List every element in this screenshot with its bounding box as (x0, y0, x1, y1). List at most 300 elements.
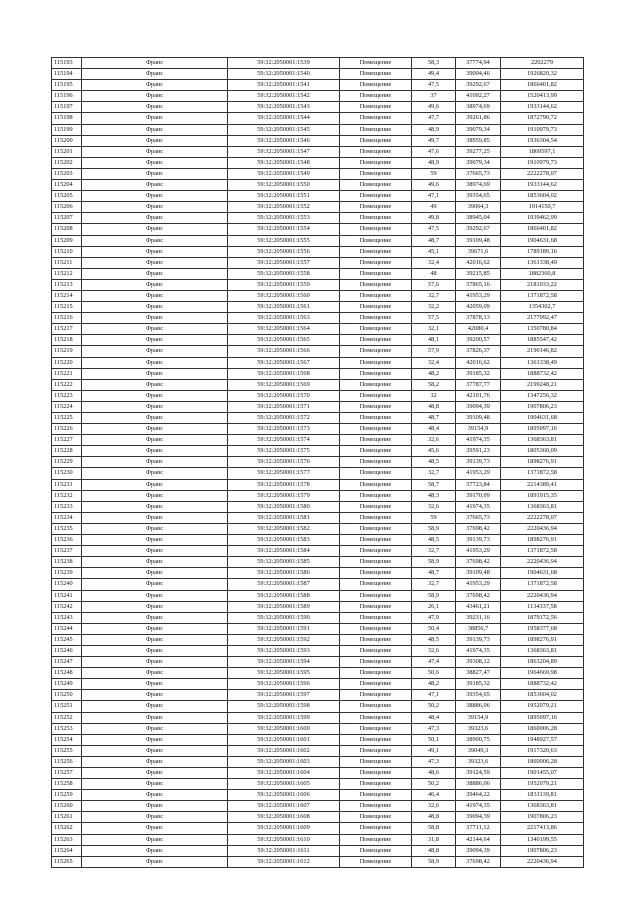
unit-value-cell: 37665,73 (456, 168, 501, 179)
unit-value-cell: 39292,67 (456, 224, 501, 235)
unit-value-cell: 41092,27 (456, 91, 501, 102)
owner-cell: Франс (82, 446, 228, 457)
cadastral-number-cell: 59:32:2050001:1587 (228, 579, 340, 590)
table-row (52, 734, 584, 745)
unit-value-cell: 39094,39 (456, 845, 501, 856)
cadastral-number-cell: 59:32:2050001:1553 (228, 213, 340, 224)
unit-value-cell: 39231,16 (456, 612, 501, 623)
owner-cell: Франс (82, 113, 228, 124)
area-cell: 50,4 (412, 623, 456, 634)
table-row (52, 124, 584, 135)
table-row (52, 856, 584, 867)
object-type-cell: Помещение (340, 801, 412, 812)
cadastral-number-cell: 59:32:2050001:1559 (228, 279, 340, 290)
row-number-cell: 115243 (52, 612, 82, 623)
area-cell: 48,8 (412, 845, 456, 856)
table-row (52, 113, 584, 124)
area-cell: 57,5 (412, 313, 456, 324)
unit-value-cell: 39200,57 (456, 335, 501, 346)
cadastral-number-cell: 59:32:2050001:1556 (228, 246, 340, 257)
unit-value-cell: 39079,34 (456, 157, 501, 168)
cadastral-value-cell: 1936304,54 (501, 135, 584, 146)
owner-cell: Франс (82, 612, 228, 623)
table-row (52, 246, 584, 257)
unit-value-cell: 39464,22 (456, 790, 501, 801)
table-row (52, 612, 584, 623)
owner-cell: Франс (82, 823, 228, 834)
object-type-cell: Помещение (340, 58, 412, 69)
row-number-cell: 115216 (52, 313, 82, 324)
owner-cell: Франс (82, 779, 228, 790)
owner-cell: Франс (82, 379, 228, 390)
area-cell: 48 (412, 268, 456, 279)
owner-cell: Франс (82, 290, 228, 301)
object-type-cell: Помещение (340, 557, 412, 568)
table-row (52, 168, 584, 179)
cadastral-value-cell: 1952079,21 (501, 701, 584, 712)
object-type-cell: Помещение (340, 490, 412, 501)
cadastral-value-cell: 1866401,82 (501, 80, 584, 91)
row-number-cell: 115232 (52, 490, 82, 501)
table-row (52, 634, 584, 645)
area-cell: 49,7 (412, 135, 456, 146)
table-row (52, 302, 584, 313)
object-type-cell: Помещение (340, 335, 412, 346)
area-cell: 50,6 (412, 668, 456, 679)
row-number-cell: 115247 (52, 657, 82, 668)
object-type-cell: Помещение (340, 690, 412, 701)
object-type-cell: Помещение (340, 679, 412, 690)
area-cell: 47,1 (412, 191, 456, 202)
area-cell: 26,1 (412, 601, 456, 612)
area-cell: 32,4 (412, 257, 456, 268)
object-type-cell: Помещение (340, 435, 412, 446)
owner-cell: Франс (82, 135, 228, 146)
row-number-cell: 115248 (52, 668, 82, 679)
cadastral-value-cell: 1926820,32 (501, 69, 584, 80)
owner-cell: Франс (82, 523, 228, 534)
owner-cell: Франс (82, 424, 228, 435)
cadastral-number-cell: 59:32:2050001:1570 (228, 390, 340, 401)
cadastral-value-cell: 1866401,82 (501, 224, 584, 235)
cadastral-number-cell: 59:32:2050001:1597 (228, 690, 340, 701)
object-type-cell: Помещение (340, 523, 412, 534)
table-row (52, 58, 584, 69)
area-cell: 59 (412, 512, 456, 523)
unit-value-cell: 39170,09 (456, 490, 501, 501)
area-cell: 48,3 (412, 490, 456, 501)
area-cell: 32,7 (412, 290, 456, 301)
unit-value-cell: 38900,75 (456, 734, 501, 745)
owner-cell: Франс (82, 268, 228, 279)
area-cell: 49,8 (412, 213, 456, 224)
cadastral-number-cell: 59:32:2050001:1542 (228, 91, 340, 102)
owner-cell: Франс (82, 401, 228, 412)
table-body (52, 58, 584, 868)
owner-cell: Франс (82, 279, 228, 290)
owner-cell: Франс (82, 679, 228, 690)
area-cell: 32,7 (412, 546, 456, 557)
cadastral-number-cell: 59:32:2050001:1561 (228, 302, 340, 313)
cadastral-number-cell: 59:32:2050001:1572 (228, 413, 340, 424)
owner-cell: Франс (82, 734, 228, 745)
row-number-cell: 115210 (52, 246, 82, 257)
row-number-cell: 115219 (52, 346, 82, 357)
owner-cell: Франс (82, 124, 228, 135)
unit-value-cell: 39109,48 (456, 235, 501, 246)
table-row (52, 512, 584, 523)
object-type-cell: Помещение (340, 368, 412, 379)
row-number-cell: 115205 (52, 191, 82, 202)
cadastral-value-cell: 2199248,21 (501, 379, 584, 390)
area-cell: 47,1 (412, 690, 456, 701)
cadastral-number-cell: 59:32:2050001:1540 (228, 69, 340, 80)
object-type-cell: Помещение (340, 124, 412, 135)
unit-value-cell: 39064,3 (456, 202, 501, 213)
table-row (52, 224, 584, 235)
object-type-cell: Помещение (340, 446, 412, 457)
row-number-cell: 115246 (52, 645, 82, 656)
owner-cell: Франс (82, 845, 228, 856)
row-number-cell: 115197 (52, 102, 82, 113)
row-number-cell: 115221 (52, 368, 82, 379)
row-number-cell: 115204 (52, 180, 82, 191)
object-type-cell: Помещение (340, 246, 412, 257)
owner-cell: Франс (82, 623, 228, 634)
owner-cell: Франс (82, 246, 228, 257)
area-cell: 48,6 (412, 768, 456, 779)
owner-cell: Франс (82, 590, 228, 601)
unit-value-cell: 41974,35 (456, 645, 501, 656)
cadastral-value-cell: 1860006,28 (501, 756, 584, 767)
cadastral-value-cell: 1860006,28 (501, 723, 584, 734)
unit-value-cell: 37826,37 (456, 346, 501, 357)
cadastral-value-cell: 1882360,8 (501, 268, 584, 279)
area-cell: 32,6 (412, 435, 456, 446)
object-type-cell: Помещение (340, 768, 412, 779)
row-number-cell: 115254 (52, 734, 82, 745)
cadastral-value-cell: 2181033,22 (501, 279, 584, 290)
cadastral-number-cell: 59:32:2050001:1603 (228, 756, 340, 767)
object-type-cell: Помещение (340, 512, 412, 523)
area-cell: 32,6 (412, 501, 456, 512)
table-row (52, 668, 584, 679)
cadastral-value-cell: 1368363,81 (501, 501, 584, 512)
unit-value-cell: 39671,6 (456, 246, 501, 257)
row-number-cell: 115260 (52, 801, 82, 812)
owner-cell: Франс (82, 745, 228, 756)
table-row (52, 701, 584, 712)
row-number-cell: 115258 (52, 779, 82, 790)
owner-cell: Франс (82, 512, 228, 523)
object-type-cell: Помещение (340, 91, 412, 102)
area-cell: 48,5 (412, 535, 456, 546)
table-row (52, 579, 584, 590)
cadastral-value-cell: 1879172,56 (501, 612, 584, 623)
object-type-cell: Помещение (340, 634, 412, 645)
row-number-cell: 115240 (52, 579, 82, 590)
area-cell: 58,9 (412, 557, 456, 568)
row-number-cell: 115194 (52, 69, 82, 80)
table-row (52, 801, 584, 812)
row-number-cell: 115193 (52, 58, 82, 69)
cadastral-value-cell: 1964669,98 (501, 668, 584, 679)
row-number-cell: 115236 (52, 535, 82, 546)
cadastral-value-cell: 1904631,68 (501, 235, 584, 246)
cadastral-number-cell: 59:32:2050001:1566 (228, 346, 340, 357)
unit-value-cell: 38827,47 (456, 668, 501, 679)
cadastral-number-cell: 59:32:2050001:1569 (228, 379, 340, 390)
owner-cell: Франс (82, 357, 228, 368)
area-cell: 46,4 (412, 790, 456, 801)
cadastral-number-cell: 59:32:2050001:1568 (228, 368, 340, 379)
row-number-cell: 115199 (52, 124, 82, 135)
cadastral-value-cell: 1885547,42 (501, 335, 584, 346)
unit-value-cell: 37698,42 (456, 523, 501, 534)
cadastral-value-cell: 1888732,42 (501, 368, 584, 379)
object-type-cell: Помещение (340, 546, 412, 557)
object-type-cell: Помещение (340, 157, 412, 168)
area-cell: 48,9 (412, 124, 456, 135)
cadastral-number-cell: 59:32:2050001:1545 (228, 124, 340, 135)
cadastral-value-cell: 1898276,91 (501, 634, 584, 645)
cadastral-value-cell: 1901455,07 (501, 768, 584, 779)
cadastral-value-cell: 1520413,99 (501, 91, 584, 102)
area-cell: 50,2 (412, 779, 456, 790)
area-cell: 49 (412, 202, 456, 213)
cadastral-value-table (51, 57, 584, 868)
table-row (52, 557, 584, 568)
cadastral-value-cell: 1863204,89 (501, 657, 584, 668)
owner-cell: Франс (82, 856, 228, 867)
object-type-cell: Помещение (340, 191, 412, 202)
unit-value-cell: 37698,42 (456, 557, 501, 568)
row-number-cell: 115196 (52, 91, 82, 102)
area-cell: 50,1 (412, 734, 456, 745)
cadastral-value-cell: 1895097,16 (501, 712, 584, 723)
unit-value-cell: 42101,76 (456, 390, 501, 401)
row-number-cell: 115223 (52, 390, 82, 401)
row-number-cell: 115263 (52, 834, 82, 845)
owner-cell: Франс (82, 235, 228, 246)
area-cell: 49,1 (412, 745, 456, 756)
cadastral-value-cell: 1939462,99 (501, 213, 584, 224)
unit-value-cell: 41974,35 (456, 801, 501, 812)
table-row (52, 768, 584, 779)
object-type-cell: Помещение (340, 324, 412, 335)
cadastral-value-cell: 1368363,81 (501, 801, 584, 812)
object-type-cell: Помещение (340, 668, 412, 679)
unit-value-cell: 39094,39 (456, 401, 501, 412)
cadastral-value-cell: 1368363,81 (501, 435, 584, 446)
cadastral-number-cell: 59:32:2050001:1592 (228, 634, 340, 645)
owner-cell: Франс (82, 479, 228, 490)
row-number-cell: 115224 (52, 401, 82, 412)
table-row (52, 812, 584, 823)
table-row (52, 712, 584, 723)
cadastral-number-cell: 59:32:2050001:1608 (228, 812, 340, 823)
object-type-cell: Помещение (340, 712, 412, 723)
unit-value-cell: 37698,42 (456, 856, 501, 867)
row-number-cell: 115195 (52, 80, 82, 91)
cadastral-number-cell: 59:32:2050001:1557 (228, 257, 340, 268)
table-row (52, 623, 584, 634)
cadastral-number-cell: 59:32:2050001:1552 (228, 202, 340, 213)
owner-cell: Франс (82, 324, 228, 335)
unit-value-cell: 39354,65 (456, 191, 501, 202)
area-cell: 48,2 (412, 679, 456, 690)
owner-cell: Франс (82, 501, 228, 512)
object-type-cell: Помещение (340, 290, 412, 301)
area-cell: 58,8 (412, 823, 456, 834)
table-row (52, 479, 584, 490)
table-row (52, 413, 584, 424)
unit-value-cell: 39154,9 (456, 712, 501, 723)
table-row (52, 756, 584, 767)
unit-value-cell: 39185,32 (456, 368, 501, 379)
owner-cell: Франс (82, 801, 228, 812)
object-type-cell: Помещение (340, 180, 412, 191)
cadastral-number-cell: 59:32:2050001:1610 (228, 834, 340, 845)
cadastral-number-cell: 59:32:2050001:1593 (228, 645, 340, 656)
cadastral-number-cell: 59:32:2050001:1612 (228, 856, 340, 867)
unit-value-cell: 39109,48 (456, 568, 501, 579)
area-cell: 32,2 (412, 302, 456, 313)
cadastral-number-cell: 59:32:2050001:1548 (228, 157, 340, 168)
cadastral-number-cell: 59:32:2050001:1600 (228, 723, 340, 734)
cadastral-number-cell: 59:32:2050001:1560 (228, 290, 340, 301)
area-cell: 57,9 (412, 346, 456, 357)
cadastral-number-cell: 59:32:2050001:1549 (228, 168, 340, 179)
table-row (52, 80, 584, 91)
owner-cell: Франс (82, 712, 228, 723)
area-cell: 48,4 (412, 712, 456, 723)
owner-cell: Франс (82, 601, 228, 612)
cadastral-number-cell: 59:32:2050001:1584 (228, 546, 340, 557)
cadastral-number-cell: 59:32:2050001:1558 (228, 268, 340, 279)
table-row (52, 346, 584, 357)
row-number-cell: 115265 (52, 856, 82, 867)
owner-cell: Франс (82, 102, 228, 113)
unit-value-cell: 39323,6 (456, 756, 501, 767)
area-cell: 48,8 (412, 812, 456, 823)
area-cell: 48,4 (412, 424, 456, 435)
row-number-cell: 115227 (52, 435, 82, 446)
cadastral-number-cell: 59:32:2050001:1544 (228, 113, 340, 124)
table-row (52, 213, 584, 224)
object-type-cell: Помещение (340, 579, 412, 590)
area-cell: 47,5 (412, 224, 456, 235)
table-row (52, 401, 584, 412)
row-number-cell: 115251 (52, 701, 82, 712)
owner-cell: Франс (82, 91, 228, 102)
area-cell: 31,8 (412, 834, 456, 845)
table-row (52, 157, 584, 168)
unit-value-cell: 39124,59 (456, 768, 501, 779)
row-number-cell: 115261 (52, 812, 82, 823)
object-type-cell: Помещение (340, 135, 412, 146)
cadastral-number-cell: 59:32:2050001:1606 (228, 790, 340, 801)
owner-cell: Франс (82, 58, 228, 69)
unit-value-cell: 37865,16 (456, 279, 501, 290)
area-cell: 32,1 (412, 324, 456, 335)
cadastral-value-cell: 1789189,16 (501, 246, 584, 257)
owner-cell: Франс (82, 457, 228, 468)
cadastral-value-cell: 1917320,63 (501, 745, 584, 756)
unit-value-cell: 41953,29 (456, 290, 501, 301)
area-cell: 48,9 (412, 157, 456, 168)
table-row (52, 135, 584, 146)
row-number-cell: 115226 (52, 424, 82, 435)
table-row (52, 823, 584, 834)
table-row (52, 446, 584, 457)
area-cell: 49,6 (412, 102, 456, 113)
table-row (52, 468, 584, 479)
row-number-cell: 115249 (52, 679, 82, 690)
cadastral-number-cell: 59:32:2050001:1601 (228, 734, 340, 745)
table-row (52, 390, 584, 401)
object-type-cell: Помещение (340, 379, 412, 390)
owner-cell: Франс (82, 756, 228, 767)
row-number-cell: 115245 (52, 634, 82, 645)
area-cell: 45,1 (412, 246, 456, 257)
cadastral-number-cell: 59:32:2050001:1567 (228, 357, 340, 368)
table-row (52, 257, 584, 268)
object-type-cell: Помещение (340, 657, 412, 668)
area-cell: 49,6 (412, 180, 456, 191)
table-row (52, 590, 584, 601)
table-row (52, 290, 584, 301)
cadastral-value-cell: 1907806,23 (501, 401, 584, 412)
object-type-cell: Помещение (340, 102, 412, 113)
cadastral-value-cell: 1368363,81 (501, 645, 584, 656)
area-cell: 48,7 (412, 235, 456, 246)
cadastral-number-cell: 59:32:2050001:1598 (228, 701, 340, 712)
owner-cell: Франс (82, 690, 228, 701)
row-number-cell: 115257 (52, 768, 82, 779)
unit-value-cell: 41953,29 (456, 468, 501, 479)
area-cell: 58,9 (412, 856, 456, 867)
unit-value-cell: 39292,67 (456, 80, 501, 91)
cadastral-value-cell: 1371872,58 (501, 468, 584, 479)
cadastral-value-cell: 1361338,49 (501, 257, 584, 268)
cadastral-value-cell: 1371872,58 (501, 290, 584, 301)
cadastral-number-cell: 59:32:2050001:1611 (228, 845, 340, 856)
cadastral-number-cell: 59:32:2050001:1551 (228, 191, 340, 202)
cadastral-number-cell: 59:32:2050001:1546 (228, 135, 340, 146)
table-row (52, 191, 584, 202)
table-row (52, 745, 584, 756)
cadastral-number-cell: 59:32:2050001:1586 (228, 568, 340, 579)
area-cell: 47,3 (412, 756, 456, 767)
owner-cell: Франс (82, 657, 228, 668)
table-row (52, 91, 584, 102)
row-number-cell: 115244 (52, 623, 82, 634)
area-cell: 32,4 (412, 357, 456, 368)
object-type-cell: Помещение (340, 645, 412, 656)
unit-value-cell: 39185,32 (456, 679, 501, 690)
area-cell: 32,7 (412, 468, 456, 479)
cadastral-number-cell: 59:32:2050001:1543 (228, 102, 340, 113)
area-cell: 47,5 (412, 80, 456, 91)
row-number-cell: 115200 (52, 135, 82, 146)
unit-value-cell: 39079,34 (456, 124, 501, 135)
owner-cell: Франс (82, 701, 228, 712)
owner-cell: Франс (82, 790, 228, 801)
object-type-cell: Помещение (340, 812, 412, 823)
object-type-cell: Помещение (340, 501, 412, 512)
cadastral-value-cell: 1904631,68 (501, 413, 584, 424)
